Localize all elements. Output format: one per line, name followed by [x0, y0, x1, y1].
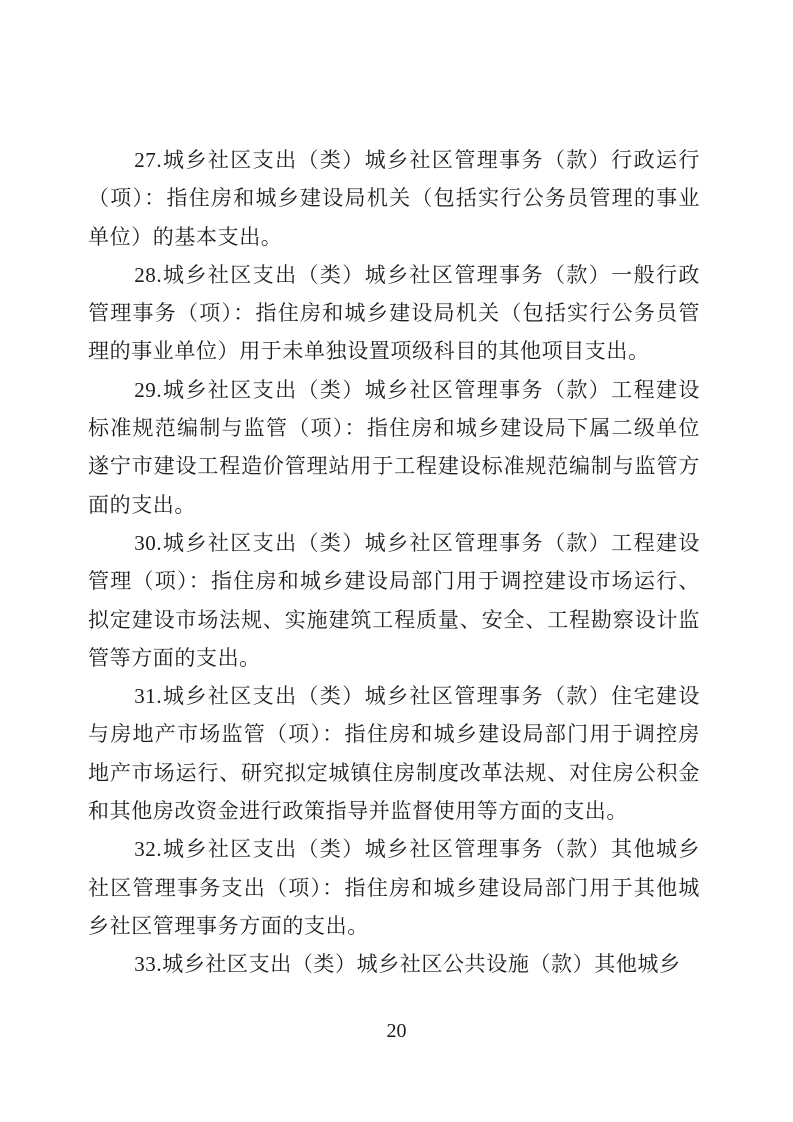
document-body-text — [88, 141, 700, 984]
paragraph-item-29: 29.城乡社区支出（类）城乡社区管理事务（款）工程建设标准规范编制与监管（项）：指住房和城乡建设局下属二级单位遂宁市建设工程造价管理站用于工程建设标准规范编制与监管方面的支出。 — [88, 377, 700, 517]
paragraph-item-31: 31.城乡社区支出（类）城乡社区管理事务（款）住宅建设与房地产市场监管（项）：指住房和城乡建设局部门用于调控房地产市场运行、研究拟定城镇住房制度改革法规、对住房公积金和其他房改资金进行政策指导并监督使用等方面的支出。 — [88, 684, 700, 824]
paragraph-item-33: 33.城乡社区支出（类）城乡社区公共设施（款）其他城乡 — [134, 952, 681, 977]
paragraph-item-30: 30.城乡社区支出（类）城乡社区管理事务（款）工程建设管理（项）：指住房和城乡建设局部门用于调控建设市场运行、拟定建设市场法规、实施建筑工程质量、安全、工程勘察设计监管等方面的支出。 — [88, 530, 700, 670]
paragraph-item-27: 27.城乡社区支出（类）城乡社区管理事务（款）行政运行（项）：指住房和城乡建设局机关（包括实行公务员管理的事业单位）的基本支出。 — [88, 148, 700, 249]
paragraph-item-28: 28.城乡社区支出（类）城乡社区管理事务（款）一般行政管理事务（项）：指住房和城乡建设局机关（包括实行公务员管理的事业单位）用于未单独设置项级科目的其他项目支出。 — [88, 262, 700, 364]
paragraph-item-32: 32.城乡社区支出（类）城乡社区管理事务（款）其他城乡社区管理事务支出（项）：指住房和城乡建设局部门用于其他城乡社区管理事务方面的支出。 — [88, 837, 700, 938]
page-number: 20 — [386, 1020, 407, 1042]
